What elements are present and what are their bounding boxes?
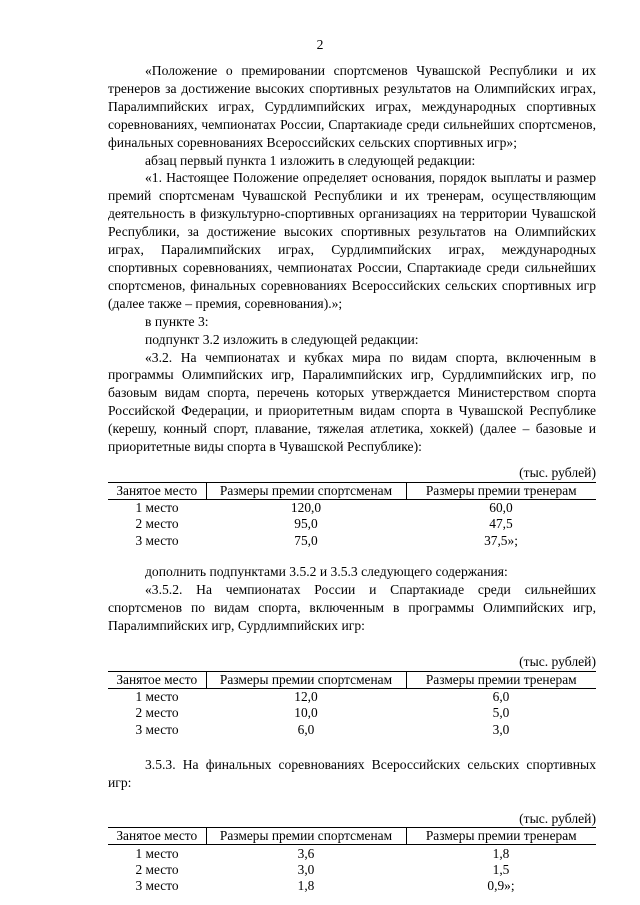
cell-place: 3 место [135,878,179,894]
paragraph-subclause353: 3.5.3. На финальных соревнованиях Всероссийских сельских спортивных игр: [108,756,596,790]
cell-place: 1 место [135,500,179,516]
cell-athlete-prize: 95,0 [294,516,318,532]
header-coaches: Размеры премии тренерам [406,482,596,499]
table-row [108,705,596,721]
prize-table-rural-games [108,827,596,894]
unit-label-table1: (тыс. рублей) [519,464,596,480]
cell-place: 2 место [135,705,179,721]
cell-athlete-prize: 6,0 [297,721,315,737]
paragraph-clause1-text: «1. Настоящее Положение определяет основания, порядок выплаты и размер премий спортсменам Чувашской Республики и их тренерам, осуществляющим деятельность в физкультурно-спортивных организациях на территории Чувашской Республики, за достижение высоких спортивных результатов на Олимпийских играх, Паралимпийских играх, Сурдлимпийских играх, международных спортивных соревнованиях, чемпионатах России, Спартакиаде среди сильнейших спортсменов, финальных соревнованиях Всероссийских сельских спортивных игр (далее также – премия, соревнования).»; [108,170,596,311]
cell-coach-prize: 5,0 [492,705,510,721]
cell-coach-prize: 3,0 [492,721,510,737]
cell-coach-prize: 0,9»; [487,878,515,894]
table-row [108,878,596,894]
cell-place: 3 место [135,532,179,548]
header-athletes: Размеры премии спортсменам [206,828,406,845]
cell-athlete-prize: 75,0 [294,532,318,548]
unit-label-table2: (тыс. рублей) [519,653,596,669]
header-place: Занятое место [108,828,206,845]
cell-coach-prize: 6,0 [492,688,510,704]
header-place: Занятое место [108,671,206,688]
cell-athlete-prize: 3,0 [297,862,315,878]
cell-coach-prize: 1,5 [492,862,510,878]
cell-coach-prize: 47,5 [489,516,513,532]
paragraph-clause3: в пункте 3: [145,313,209,329]
paragraph-subclause32-instruction: подпункт 3.2 изложить в следующей редакции: [145,331,419,347]
prize-table-russia [108,671,596,738]
table-row [108,845,596,862]
table-header-row [108,671,596,688]
table-row [108,862,596,878]
table-header-row [108,828,596,845]
table-row [108,533,596,549]
paragraph-subclause352: «3.5.2. На чемпионатах России и Спартакиаде среди сильнейших спортсменов по видам спорта, включенным в программы Олимпийских игр, Паралимпийских игр, Сурдлимпийских игр: [108,581,596,633]
cell-athlete-prize: 3,6 [297,845,315,861]
paragraph-subclause32-text: «3.2. На чемпионатах и кубках мира по видам спорта, включенным в программы Олимпийских игр, Паралимпийских игр, Сурдлимпийских игр, по базовым видам спорта, перечень которых утверждается Министерством спорта Российской Федерации, и приоритетным видам спорта в Чувашской Республике (керешу, конный спорт, плавание, тяжелая атлетика, хоккей) (далее – базовые и приоритетные виды спорта в Чувашской Республике): [108,349,596,455]
table-header-row [108,482,596,499]
paragraph-add-subclauses: дополнить подпунктами 3.5.2 и 3.5.3 следующего содержания: [145,564,508,580]
table-row [108,721,596,737]
header-coaches: Размеры премии тренерам [406,671,596,688]
cell-athlete-prize: 12,0 [294,688,318,704]
cell-coach-prize: 37,5»; [484,532,518,548]
paragraph-title-amendment: «Положение о премировании спортсменов Чувашской Республики и их тренеров за достижение высоких спортивных результатов на Олимпийских играх, Паралимпийских играх, Сурдлимпийских играх, международных спортивных соревнованиях, чемпионатах России, Спартакиаде среди сильнейших спортсменов, финальных соревнованиях Всероссийских сельских спортивных игр»; [108,63,596,150]
table-row [108,688,596,705]
header-coaches: Размеры премии тренерам [406,828,596,845]
table-row [108,516,596,532]
cell-athlete-prize: 120,0 [290,500,322,516]
cell-place: 1 место [135,845,179,861]
header-athletes: Размеры премии спортсменам [206,482,406,499]
cell-athlete-prize: 10,0 [294,705,318,721]
cell-coach-prize: 1,8 [492,845,510,861]
cell-coach-prize: 60,0 [489,500,513,516]
table-row [108,499,596,516]
cell-place: 3 место [135,721,179,737]
prize-table-world [108,482,596,549]
header-place: Занятое место [108,482,206,499]
header-athletes: Размеры премии спортсменам [206,671,406,688]
paragraph-clause1-instruction: абзац первый пункта 1 изложить в следующей редакции: [145,152,476,168]
page-number: 2 [316,37,324,52]
document-body [108,62,596,895]
unit-label-table3: (тыс. рублей) [519,810,596,826]
cell-place: 2 место [135,862,179,878]
cell-athlete-prize: 1,8 [297,878,315,894]
cell-place: 1 место [135,688,179,704]
cell-place: 2 место [135,516,179,532]
